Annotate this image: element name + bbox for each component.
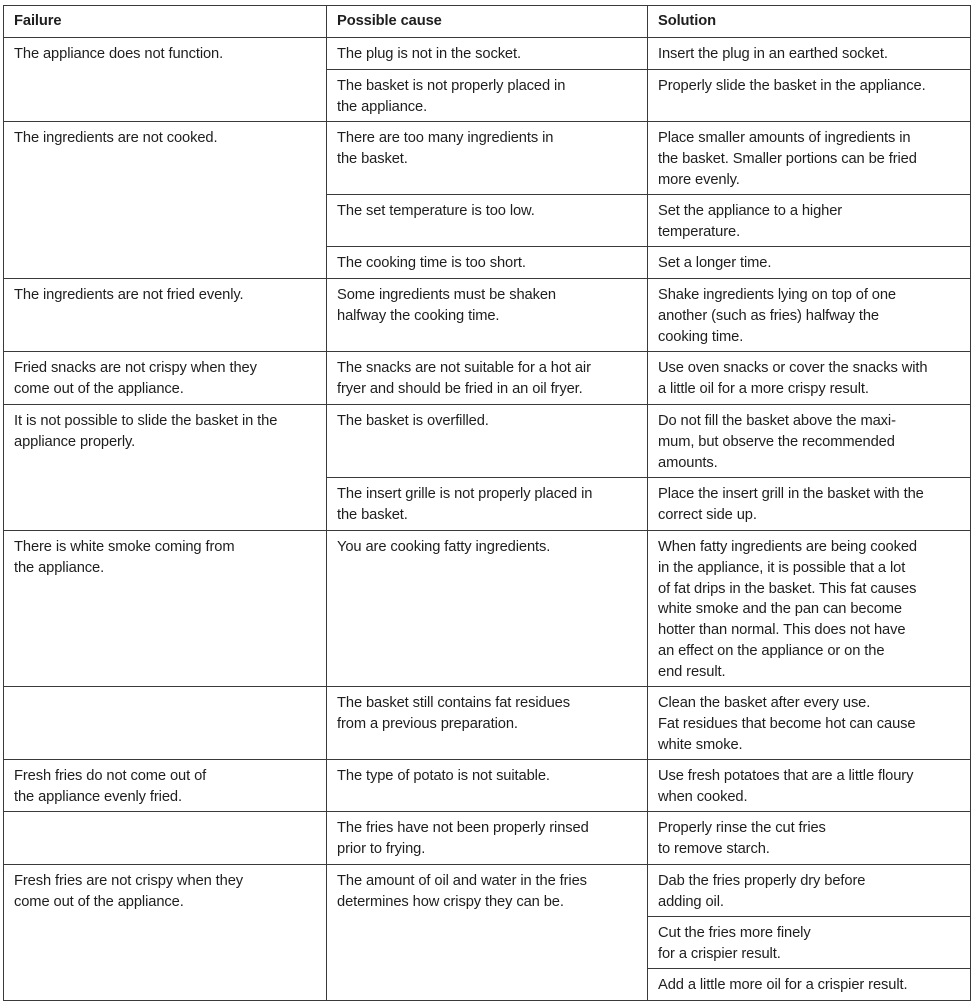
troubleshooting-table (3, 5, 971, 1001)
table-row (4, 812, 971, 865)
solution-cell: Use fresh potatoes that are a little floury when cooked. (648, 760, 971, 812)
solution-cell: Set a longer time. (648, 247, 971, 279)
cause-cell: The basket still contains fat residues from a previous preparation. (327, 687, 648, 760)
table-row (4, 405, 971, 478)
table-row (4, 279, 971, 352)
failure-cell: Fresh fries do not come out of the appliance evenly fried. (4, 760, 327, 812)
cause-cell: The fries have not been properly rinsed prior to frying. (327, 812, 648, 865)
header-row (4, 6, 971, 38)
solution-cell: Do not fill the basket above the maxi- mum, but observe the recommended amounts. (648, 405, 971, 478)
cause-cell: The basket is not properly placed in the appliance. (327, 70, 648, 122)
failure-cell: Fried snacks are not crispy when they come out of the appliance. (4, 352, 327, 405)
failure-header: Failure (4, 6, 327, 38)
cause-cell: The amount of oil and water in the fries determines how crispy they can be. (327, 865, 648, 1001)
solution-cell: Dab the fries properly dry before adding oil. (648, 865, 971, 917)
solution-cell: Cut the fries more finely for a crispier result. (648, 917, 971, 969)
failure-cell: The ingredients are not fried evenly. (4, 279, 327, 352)
cause-header: Possible cause (327, 6, 648, 38)
solution-cell: Clean the basket after every use. Fat residues that become hot can cause white smoke. (648, 687, 971, 760)
cause-cell: The basket is overfilled. (327, 405, 648, 478)
solution-cell: Place smaller amounts of ingredients in the basket. Smaller portions can be fried more evenly. (648, 122, 971, 195)
table-row (4, 865, 971, 917)
solution-cell: Insert the plug in an earthed socket. (648, 38, 971, 70)
failure-cell: There is white smoke coming from the appliance. (4, 531, 327, 687)
solution-cell: Shake ingredients lying on top of one another (such as fries) halfway the cooking time. (648, 279, 971, 352)
solution-cell: Set the appliance to a higher temperature. (648, 195, 971, 247)
cause-cell: The cooking time is too short. (327, 247, 648, 279)
failure-cell: The appliance does not function. (4, 38, 327, 122)
solution-cell: Properly slide the basket in the appliance. (648, 70, 971, 122)
cause-cell: The snacks are not suitable for a hot air fryer and should be fried in an oil fryer. (327, 352, 648, 405)
failure-cell: The ingredients are not cooked. (4, 122, 327, 279)
failure-cell (4, 812, 327, 865)
failure-cell: Fresh fries are not crispy when they come out of the appliance. (4, 865, 327, 1001)
failure-cell: It is not possible to slide the basket in the appliance properly. (4, 405, 327, 531)
cause-cell: The plug is not in the socket. (327, 38, 648, 70)
table-row (4, 352, 971, 405)
table-row (4, 531, 971, 687)
table-row (4, 38, 971, 70)
cause-cell: The type of potato is not suitable. (327, 760, 648, 812)
table-row (4, 122, 971, 195)
cause-cell: The insert grille is not properly placed in the basket. (327, 478, 648, 531)
table-row (4, 687, 971, 760)
solution-cell: Add a little more oil for a crispier result. (648, 969, 971, 1001)
solution-cell: Place the insert grill in the basket with the correct side up. (648, 478, 971, 531)
solution-cell: Use oven snacks or cover the snacks with a little oil for a more crispy result. (648, 352, 971, 405)
solution-cell: Properly rinse the cut fries to remove starch. (648, 812, 971, 865)
cause-cell: You are cooking fatty ingredients. (327, 531, 648, 687)
solution-header: Solution (648, 6, 971, 38)
cause-cell: Some ingredients must be shaken halfway the cooking time. (327, 279, 648, 352)
cause-cell: There are too many ingredients in the basket. (327, 122, 648, 195)
cause-cell: The set temperature is too low. (327, 195, 648, 247)
failure-cell (4, 687, 327, 760)
solution-cell: When fatty ingredients are being cooked in the appliance, it is possible that a lot of fat drips in the basket. This fat causes white smoke and the pan can become hotter than normal. This does not have an effect on the appliance or on the end result. (648, 531, 971, 687)
table-row (4, 760, 971, 812)
